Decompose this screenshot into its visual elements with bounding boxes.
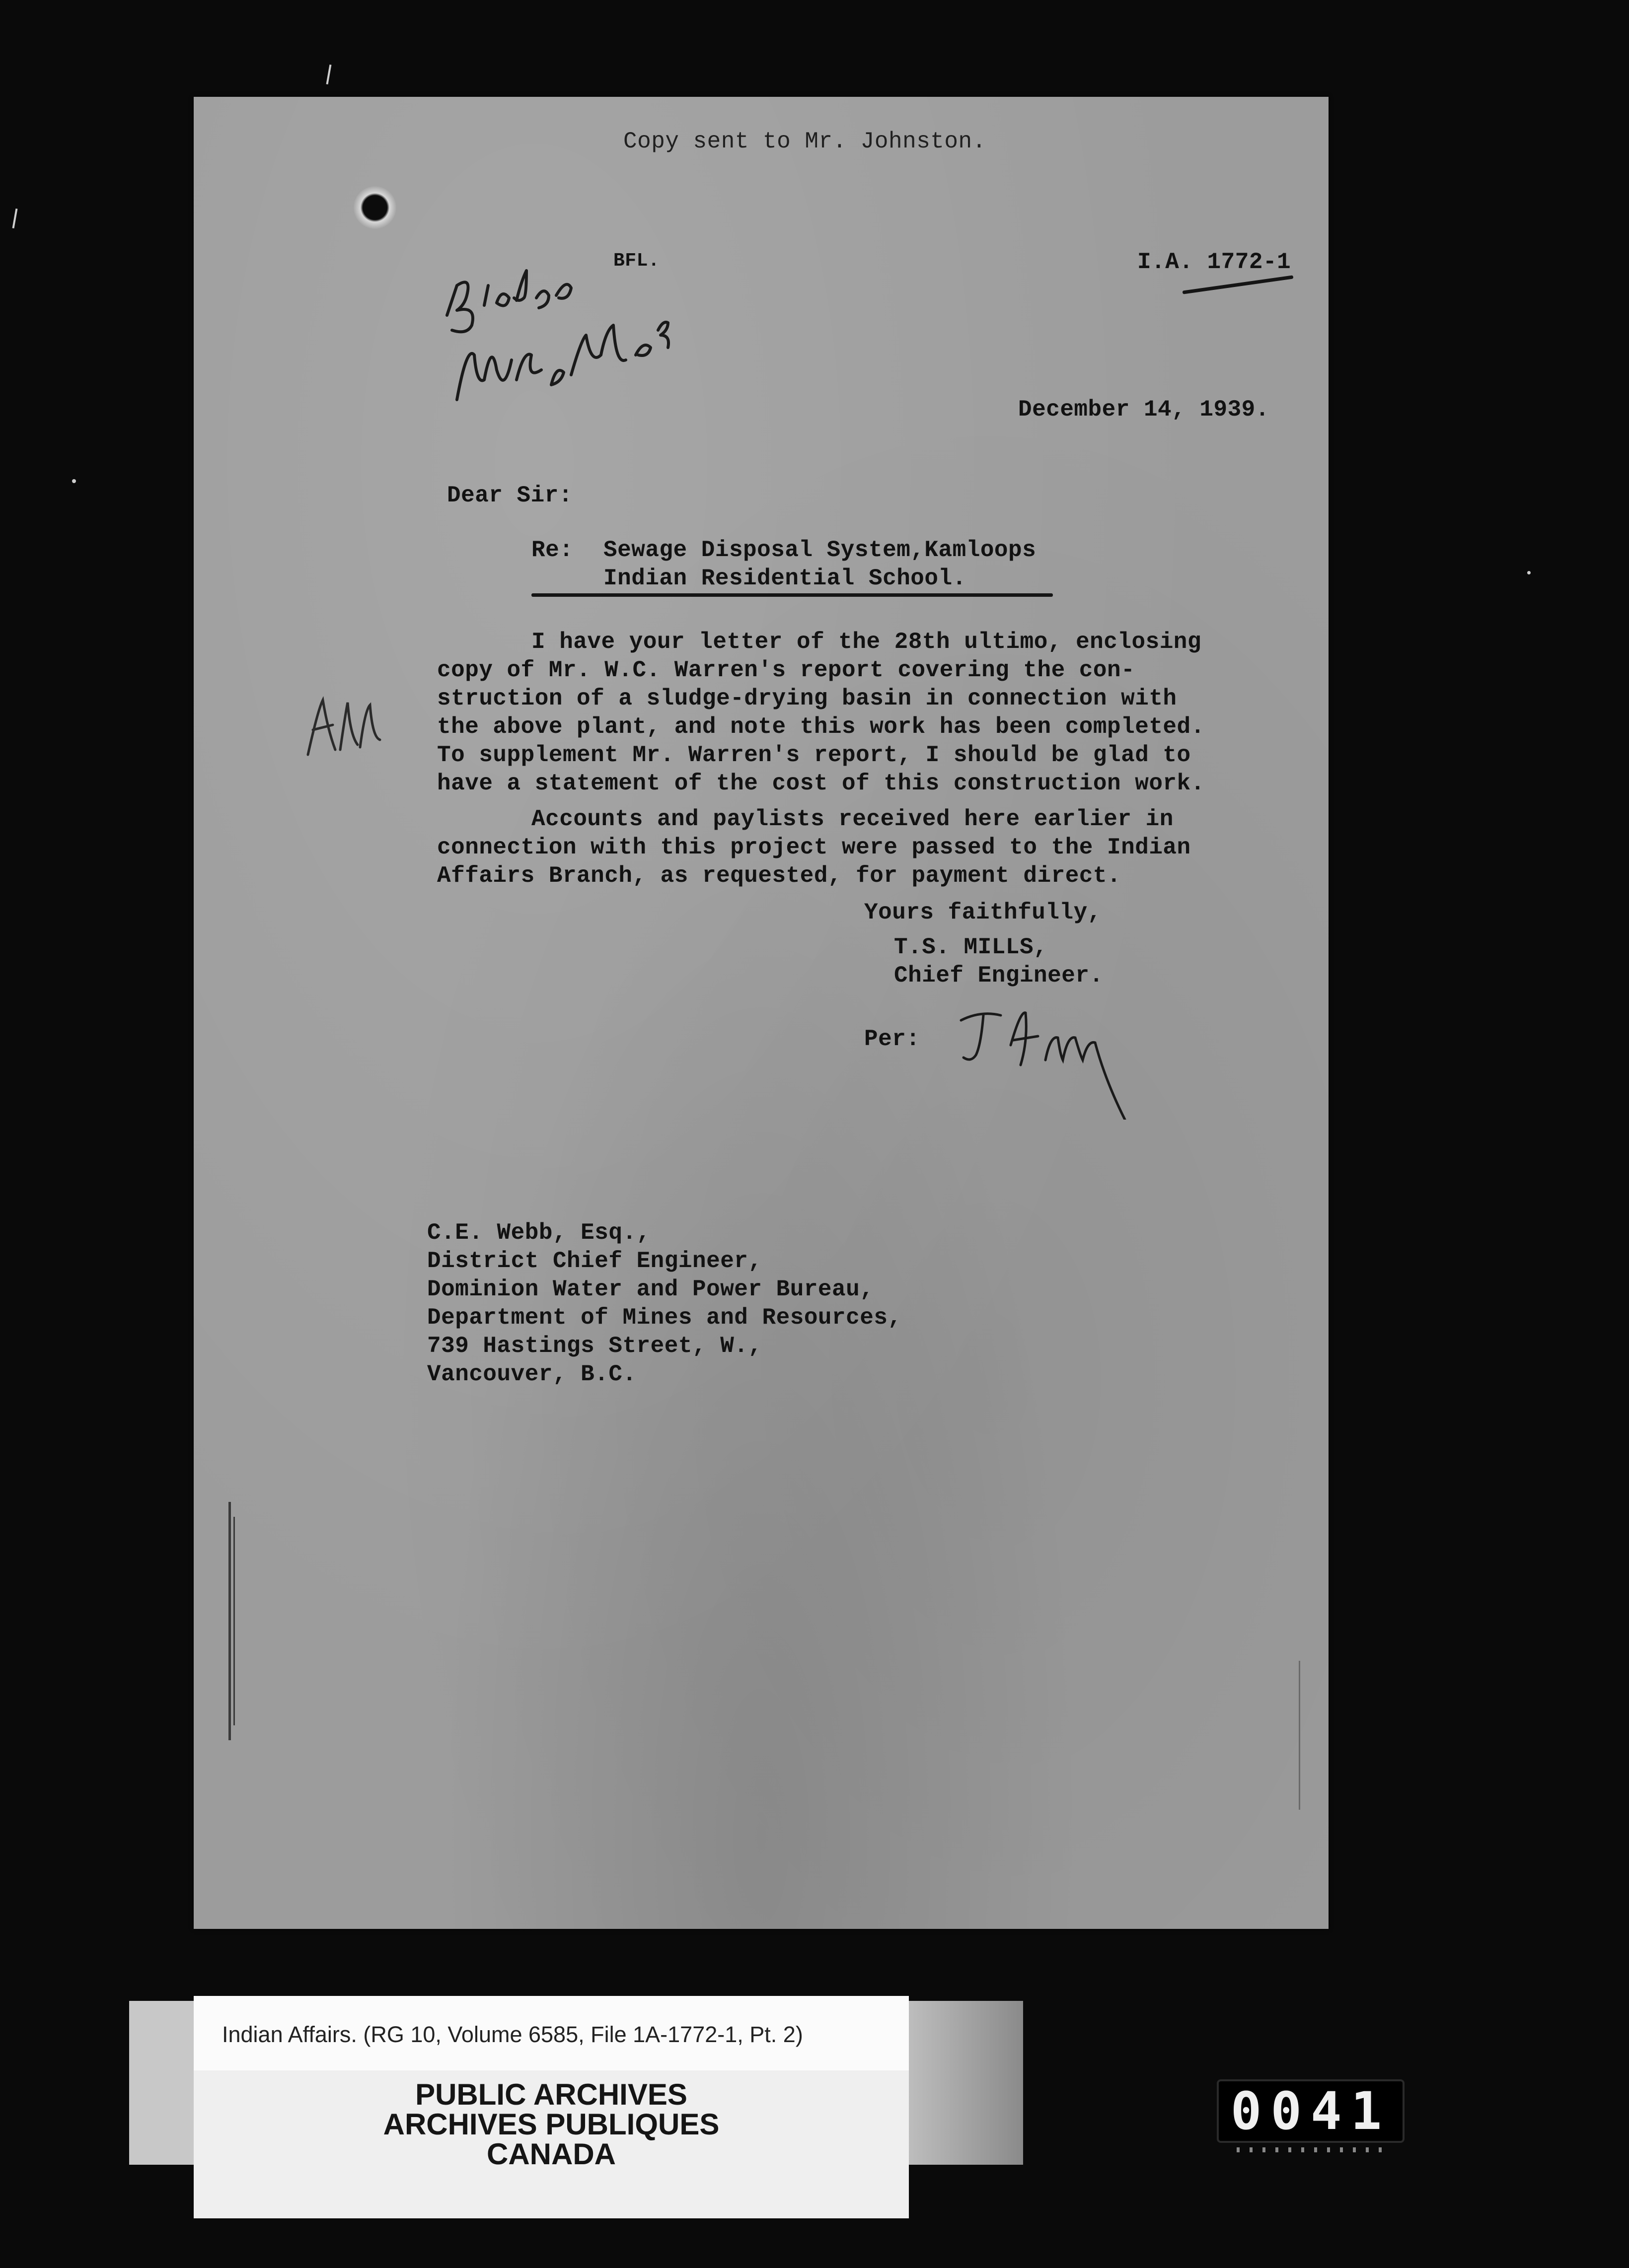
subject-line-1: Sewage Disposal System,Kamloops xyxy=(603,537,1037,563)
letter-page xyxy=(194,97,1329,1929)
archive-reference: Indian Affairs. (RG 10, Volume 6585, File 1A-1772-1, Pt. 2) xyxy=(222,2022,803,2047)
subject-underline xyxy=(531,593,1053,597)
addressee-line: 739 Hastings Street, W., xyxy=(427,1333,762,1359)
archive-line-3: CANADA xyxy=(487,2137,616,2171)
body-line: Affairs Branch, as requested, for payment direct. xyxy=(437,863,1121,889)
subject-line-2: Indian Residential School. xyxy=(603,566,966,591)
body-line: I have your letter of the 28th ultimo, enclosing xyxy=(531,629,1202,655)
film-speck xyxy=(326,65,332,84)
letter-date: December 14, 1939. xyxy=(1018,397,1269,423)
addressee-line: C.E. Webb, Esq., xyxy=(427,1220,651,1246)
handwritten-ack xyxy=(300,690,385,760)
film-speck xyxy=(1527,571,1531,574)
body-line: have a statement of the cost of this construction work. xyxy=(437,771,1205,796)
signer-title: Chief Engineer. xyxy=(894,963,1104,989)
frame-counter-ticks xyxy=(1237,2147,1391,2152)
signature xyxy=(946,1000,1155,1120)
reference-strip xyxy=(194,1996,909,2070)
addressee-line: Department of Mines and Resources, xyxy=(427,1305,902,1331)
addressee-line: District Chief Engineer, xyxy=(427,1248,762,1274)
signer-name: T.S. MILLS, xyxy=(894,934,1048,960)
frame-counter: 0041 xyxy=(1217,2079,1405,2143)
binding-mark xyxy=(233,1517,235,1725)
label-shadow-left xyxy=(129,2001,194,2165)
label-shadow-right xyxy=(909,2001,1023,2165)
binding-mark xyxy=(1299,1661,1300,1810)
re-label: Re: xyxy=(531,537,574,563)
film-speck xyxy=(72,479,76,483)
film-speck xyxy=(12,209,18,228)
body-line: To supplement Mr. Warren's report, I should be glad to xyxy=(437,742,1191,768)
closing: Yours faithfully, xyxy=(864,900,1102,925)
body-line: the above plant, and note this work has been completed. xyxy=(437,714,1205,740)
archive-line-1: PUBLIC ARCHIVES xyxy=(415,2078,687,2111)
per-label: Per: xyxy=(864,1026,920,1052)
punch-hole xyxy=(354,186,396,229)
body-line: Accounts and paylists received here earlier in xyxy=(531,806,1174,832)
file-reference: I.A. 1772-1 xyxy=(1137,249,1291,275)
archive-line-2: ARCHIVES PUBLIQUES xyxy=(383,2108,720,2141)
file-ref-underline xyxy=(1183,275,1294,294)
archive-label xyxy=(194,1996,909,2218)
addressee-line: Dominion Water and Power Bureau, xyxy=(427,1276,874,1302)
handwritten-margin-note xyxy=(437,256,695,415)
typed-initials: BFL. xyxy=(613,250,660,272)
body-line: copy of Mr. W.C. Warren's report covering the con- xyxy=(437,657,1135,683)
copy-note: Copy sent to Mr. Johnston. xyxy=(623,129,986,154)
body-line: struction of a sludge-drying basin in connection with xyxy=(437,686,1177,711)
addressee-line: Vancouver, B.C. xyxy=(427,1361,637,1387)
salutation: Dear Sir: xyxy=(447,483,573,508)
body-line: connection with this project were passed to the Indian xyxy=(437,835,1191,860)
binding-mark xyxy=(228,1502,231,1740)
